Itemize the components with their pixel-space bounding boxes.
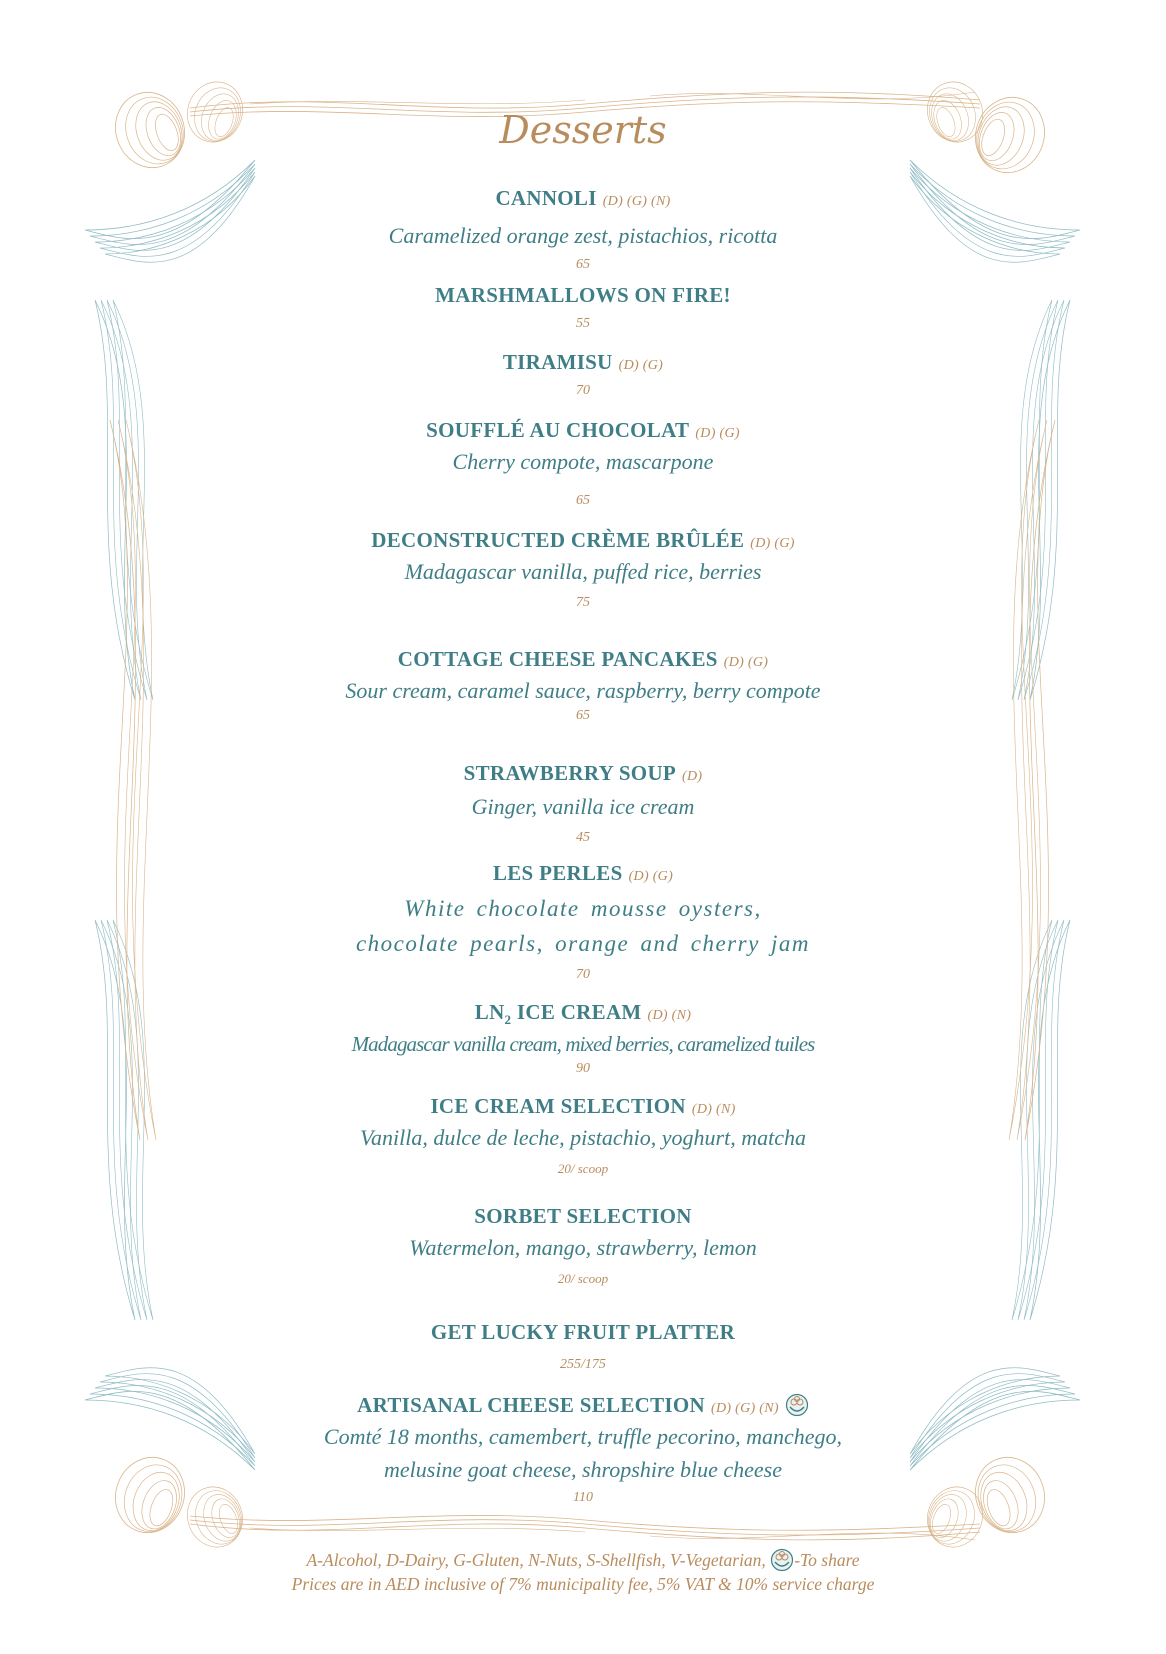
- item-description: Caramelized orange zest, pistachios, ricotta: [388, 223, 778, 248]
- price-note: Prices are in AED inclusive of 7% municipality fee, 5% VAT & 10% service charge: [291, 1574, 875, 1594]
- allergen-tags: (D) (N): [691, 1102, 736, 1117]
- item-description-line-1: Comté 18 months, camembert, truffle pecorino, manchego,: [323, 1424, 843, 1449]
- item-name: LES PERLES (D) (G): [492, 861, 674, 885]
- item-description-line-1: White chocolate mousse oysters,: [404, 896, 762, 921]
- allergen-tags: (D) (G): [618, 358, 664, 373]
- item-price: 65: [576, 708, 590, 724]
- menu-item-fruit-platter: [0, 1320, 1166, 1373]
- item-description-line-2: chocolate pearls, orange and cherry jam: [355, 930, 811, 956]
- menu-item-creme-brulee: [0, 528, 1166, 611]
- item-name: GET LUCKY FRUIT PLATTER: [430, 1320, 736, 1344]
- menu-item-les-perles: [0, 861, 1166, 983]
- item-price: 55: [576, 316, 590, 331]
- item-name: COTTAGE CHEESE PANCAKES (D) (G): [397, 647, 769, 671]
- footer-legend: [0, 1548, 1166, 1595]
- item-price: 45: [576, 830, 590, 846]
- share-plate-icon: [785, 1393, 809, 1417]
- page-title: Desserts: [499, 108, 667, 152]
- allergen-legend: A-Alcohol, D-Dairy, G-Gluten, N-Nuts, S-Shellfish, V-Vegetarian, -To share: [306, 1550, 860, 1570]
- menu-item-ice-cream-selection: [0, 1094, 1166, 1177]
- item-price: 65: [576, 257, 590, 273]
- item-price: 75: [576, 595, 590, 611]
- item-description: Cherry compote, mascarpone: [452, 449, 714, 474]
- item-price: 20/ scoop: [557, 1271, 609, 1287]
- item-name: $LN_2$ ICE CREAM (D) (N): [474, 1000, 692, 1028]
- allergen-tags: (D) (N): [647, 1008, 692, 1023]
- menu-item-cannoli: [0, 186, 1166, 273]
- item-price: 70: [576, 967, 590, 982]
- allergen-tags: (D) (G) (N): [602, 194, 671, 209]
- allergen-tags: (D) (G) (N): [711, 1401, 779, 1416]
- item-name: DECONSTRUCTED CRÈME BRÛLÉE (D) (G): [371, 528, 795, 552]
- allergen-tags: (D): [682, 769, 703, 784]
- item-name: MARSHMALLOWS ON FIRE!: [435, 283, 731, 307]
- item-name: STRAWBERRY SOUP (D): [463, 761, 703, 785]
- item-price: 255/175: [560, 1357, 606, 1372]
- item-name: SOUFFLÉ AU CHOCOLAT (D) (G): [426, 418, 740, 442]
- item-price: 70: [576, 383, 590, 398]
- item-description: Sour cream, caramel sauce, raspberry, berry compote: [345, 678, 821, 703]
- item-description: Madagascar vanilla cream, mixed berries, caramelized tuiles: [351, 1032, 815, 1057]
- item-name: TIRAMISU (D) (G): [502, 350, 664, 374]
- item-name: ICE CREAM SELECTION (D) (N): [430, 1094, 736, 1118]
- allergen-tags: (D) (G): [723, 655, 769, 670]
- item-price: 20/ scoop: [557, 1161, 609, 1177]
- menu-item-pancakes: [0, 647, 1166, 724]
- menu-item-strawberry-soup: [0, 761, 1166, 846]
- menu-item-marshmallows: [0, 283, 1166, 332]
- item-description-line-2: melusine goat cheese, shropshire blue cheese: [384, 1457, 782, 1482]
- menu-item-tiramisu: [0, 350, 1166, 399]
- share-plate-icon: [770, 1548, 794, 1572]
- item-name: ARTISANAL CHEESE SELECTION (D) (G) (N): [0, 1393, 1166, 1418]
- allergen-tags: (D) (G): [628, 869, 674, 884]
- menu-item-cheese-selection: [0, 1393, 1166, 1506]
- item-name: CANNOLI (D) (G) (N): [495, 186, 671, 210]
- item-description: Ginger, vanilla ice cream: [471, 794, 695, 819]
- item-description: Vanilla, dulce de leche, pistachio, yoghurt, matcha: [359, 1125, 806, 1150]
- item-description: Watermelon, mango, strawberry, lemon: [409, 1235, 757, 1260]
- item-price: 110: [573, 1490, 593, 1505]
- menu-item-souffle: [0, 418, 1166, 509]
- item-name: SORBET SELECTION: [474, 1204, 692, 1228]
- menu-item-ln2-ice-cream: [0, 1000, 1166, 1077]
- item-price: 90: [576, 1060, 590, 1076]
- menu-item-sorbet-selection: [0, 1204, 1166, 1287]
- allergen-tags: (D) (G): [695, 426, 740, 441]
- allergen-tags: (D) (G): [750, 536, 795, 551]
- item-price: 65: [576, 493, 590, 509]
- item-description: Madagascar vanilla, puffed rice, berries: [404, 559, 762, 584]
